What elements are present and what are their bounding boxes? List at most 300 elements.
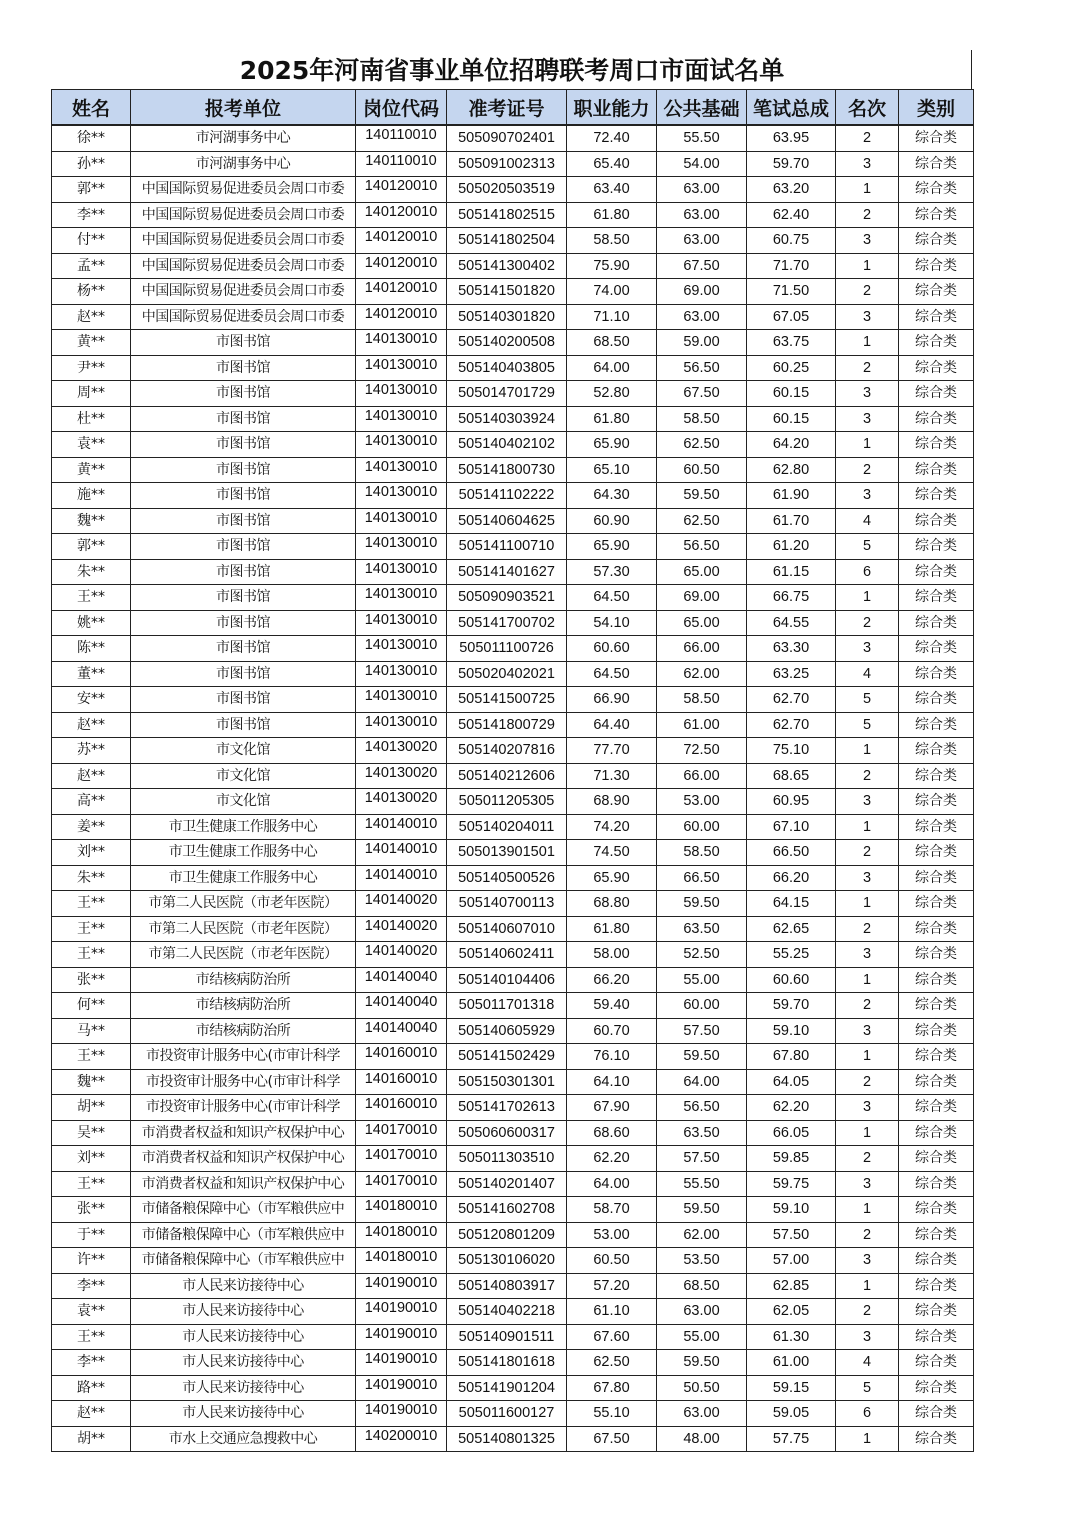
cell-position-code: 140190010 — [356, 1401, 447, 1427]
cell-aptitude-score: 60.90 — [567, 508, 657, 534]
cell-basic-score: 65.00 — [657, 610, 747, 636]
cell-rank: 1 — [836, 1426, 899, 1452]
cell-unit: 市图书馆 — [131, 381, 356, 407]
cell-position-code: 140190010 — [356, 1350, 447, 1376]
cell-exam-number: 505013901501 — [447, 840, 567, 866]
cell-total-score: 63.25 — [747, 661, 836, 687]
table-row — [52, 151, 974, 177]
table-row — [52, 1146, 974, 1172]
cell-total-score: 62.70 — [747, 687, 836, 713]
table-row — [52, 814, 974, 840]
cell-aptitude-score: 74.00 — [567, 279, 657, 305]
cell-total-score: 66.50 — [747, 840, 836, 866]
cell-category: 综合类 — [899, 585, 974, 611]
cell-basic-score: 60.00 — [657, 814, 747, 840]
cell-exam-number: 505140901511 — [447, 1324, 567, 1350]
cell-aptitude-score: 67.80 — [567, 1375, 657, 1401]
cell-name: 魏** — [52, 1069, 131, 1095]
cell-position-code: 140140020 — [356, 891, 447, 917]
cell-name: 刘** — [52, 840, 131, 866]
cell-unit: 市人民来访接待中心 — [131, 1324, 356, 1350]
cell-aptitude-score: 64.50 — [567, 585, 657, 611]
cell-basic-score: 69.00 — [657, 279, 747, 305]
cell-aptitude-score: 74.50 — [567, 840, 657, 866]
table-row — [52, 381, 974, 407]
cell-category: 综合类 — [899, 712, 974, 738]
table-row — [52, 1426, 974, 1452]
cell-unit: 市储备粮保障中心（市军粮供应中 — [131, 1222, 356, 1248]
cell-unit: 市人民来访接待中心 — [131, 1273, 356, 1299]
table-row — [52, 1095, 974, 1121]
cell-exam-number: 505140403805 — [447, 355, 567, 381]
cell-category: 综合类 — [899, 1120, 974, 1146]
cell-aptitude-score: 58.00 — [567, 942, 657, 968]
cell-rank: 1 — [836, 1197, 899, 1223]
cell-total-score: 62.40 — [747, 202, 836, 228]
table-row — [52, 636, 974, 662]
cell-exam-number: 505011303510 — [447, 1146, 567, 1172]
cell-position-code: 140130010 — [356, 610, 447, 636]
cell-exam-number: 505140607010 — [447, 916, 567, 942]
cell-exam-number: 505140803917 — [447, 1273, 567, 1299]
cell-rank: 3 — [836, 1018, 899, 1044]
cell-exam-number: 505140207816 — [447, 738, 567, 764]
cell-exam-number: 505020503519 — [447, 177, 567, 203]
cell-unit: 市图书馆 — [131, 330, 356, 356]
cell-unit: 市图书馆 — [131, 534, 356, 560]
table-row — [52, 355, 974, 381]
table-row — [52, 661, 974, 687]
cell-exam-number: 505130106020 — [447, 1248, 567, 1274]
table-row — [52, 865, 974, 891]
table-row — [52, 1044, 974, 1070]
cell-aptitude-score: 67.50 — [567, 1426, 657, 1452]
cell-position-code: 140130010 — [356, 406, 447, 432]
cell-name: 付** — [52, 228, 131, 254]
cell-exam-number: 505090903521 — [447, 585, 567, 611]
cell-unit: 市图书馆 — [131, 432, 356, 458]
cell-category: 综合类 — [899, 1375, 974, 1401]
cell-rank: 2 — [836, 1069, 899, 1095]
cell-exam-number: 505141100710 — [447, 534, 567, 560]
cell-basic-score: 62.50 — [657, 508, 747, 534]
cell-aptitude-score: 66.90 — [567, 687, 657, 713]
cell-rank: 2 — [836, 763, 899, 789]
cell-exam-number: 505014701729 — [447, 381, 567, 407]
cell-name: 李** — [52, 1350, 131, 1376]
cell-position-code: 140190010 — [356, 1375, 447, 1401]
cell-basic-score: 63.00 — [657, 1401, 747, 1427]
cell-aptitude-score: 65.90 — [567, 432, 657, 458]
cell-total-score: 59.10 — [747, 1018, 836, 1044]
cell-category: 综合类 — [899, 1018, 974, 1044]
header-basic-score: 公共基础 — [657, 90, 747, 126]
table-row — [52, 432, 974, 458]
cell-position-code: 140130010 — [356, 661, 447, 687]
table-row — [52, 840, 974, 866]
cell-rank: 1 — [836, 891, 899, 917]
cell-category: 综合类 — [899, 763, 974, 789]
cell-rank: 3 — [836, 636, 899, 662]
cell-basic-score: 63.00 — [657, 202, 747, 228]
cell-position-code: 140140040 — [356, 967, 447, 993]
cell-unit: 市图书馆 — [131, 712, 356, 738]
cell-unit: 市图书馆 — [131, 508, 356, 534]
cell-category: 综合类 — [899, 1273, 974, 1299]
cell-exam-number: 505140500526 — [447, 865, 567, 891]
cell-position-code: 140130010 — [356, 381, 447, 407]
cell-position-code: 140160010 — [356, 1069, 447, 1095]
cell-exam-number: 505011600127 — [447, 1401, 567, 1427]
cell-unit: 中国国际贸易促进委员会周口市委 — [131, 177, 356, 203]
cell-rank: 1 — [836, 967, 899, 993]
cell-exam-number: 505141502429 — [447, 1044, 567, 1070]
header-total-score: 笔试总成 — [747, 90, 836, 126]
cell-total-score: 67.10 — [747, 814, 836, 840]
table-row — [52, 1401, 974, 1427]
cell-exam-number: 505140212606 — [447, 763, 567, 789]
cell-aptitude-score: 68.60 — [567, 1120, 657, 1146]
cell-position-code: 140130010 — [356, 330, 447, 356]
table-row — [52, 483, 974, 509]
cell-rank: 2 — [836, 125, 899, 151]
cell-unit: 市第二人民医院（市老年医院） — [131, 942, 356, 968]
cell-position-code: 140120010 — [356, 177, 447, 203]
cell-name: 王** — [52, 585, 131, 611]
cell-name: 孙** — [52, 151, 131, 177]
cell-exam-number: 505141800730 — [447, 457, 567, 483]
cell-name: 胡** — [52, 1426, 131, 1452]
cell-rank: 3 — [836, 151, 899, 177]
cell-basic-score: 50.50 — [657, 1375, 747, 1401]
cell-category: 综合类 — [899, 508, 974, 534]
cell-position-code: 140140010 — [356, 840, 447, 866]
cell-position-code: 140140040 — [356, 1018, 447, 1044]
cell-name: 朱** — [52, 559, 131, 585]
cell-rank: 2 — [836, 1146, 899, 1172]
table-row — [52, 712, 974, 738]
cell-name: 赵** — [52, 304, 131, 330]
cell-basic-score: 63.50 — [657, 1120, 747, 1146]
cell-aptitude-score: 75.90 — [567, 253, 657, 279]
table-row — [52, 1299, 974, 1325]
cell-name: 杜** — [52, 406, 131, 432]
table-row — [52, 457, 974, 483]
cell-exam-number: 505141300402 — [447, 253, 567, 279]
cell-name: 张** — [52, 1197, 131, 1223]
cell-category: 综合类 — [899, 483, 974, 509]
cell-position-code: 140130010 — [356, 534, 447, 560]
cell-exam-number: 505141901204 — [447, 1375, 567, 1401]
cell-rank: 4 — [836, 508, 899, 534]
table-row — [52, 585, 974, 611]
table-row — [52, 1324, 974, 1350]
table-row — [52, 967, 974, 993]
cell-rank: 5 — [836, 687, 899, 713]
cell-exam-number: 505140605929 — [447, 1018, 567, 1044]
cell-total-score: 62.80 — [747, 457, 836, 483]
cell-basic-score: 55.00 — [657, 967, 747, 993]
cell-unit: 中国国际贸易促进委员会周口市委 — [131, 202, 356, 228]
table-row — [52, 559, 974, 585]
cell-exam-number: 505140604625 — [447, 508, 567, 534]
cell-name: 于** — [52, 1222, 131, 1248]
cell-rank: 1 — [836, 1120, 899, 1146]
cell-basic-score: 59.50 — [657, 1350, 747, 1376]
cell-exam-number: 505140200508 — [447, 330, 567, 356]
cell-basic-score: 55.50 — [657, 125, 747, 151]
cell-unit: 市图书馆 — [131, 457, 356, 483]
cell-name: 高** — [52, 789, 131, 815]
cell-position-code: 140130020 — [356, 763, 447, 789]
cell-exam-number: 505150301301 — [447, 1069, 567, 1095]
cell-total-score: 57.00 — [747, 1248, 836, 1274]
table-row — [52, 789, 974, 815]
cell-basic-score: 67.50 — [657, 253, 747, 279]
cell-basic-score: 66.50 — [657, 865, 747, 891]
cell-aptitude-score: 55.10 — [567, 1401, 657, 1427]
cell-rank: 3 — [836, 304, 899, 330]
cell-category: 综合类 — [899, 1299, 974, 1325]
cell-aptitude-score: 72.40 — [567, 125, 657, 151]
cell-name: 徐** — [52, 125, 131, 151]
cell-unit: 市河湖事务中心 — [131, 151, 356, 177]
cell-aptitude-score: 76.10 — [567, 1044, 657, 1070]
cell-exam-number: 505141602708 — [447, 1197, 567, 1223]
cell-rank: 3 — [836, 789, 899, 815]
cell-name: 安** — [52, 687, 131, 713]
table-row — [52, 253, 974, 279]
cell-category: 综合类 — [899, 202, 974, 228]
cell-category: 综合类 — [899, 1044, 974, 1070]
cell-basic-score: 72.50 — [657, 738, 747, 764]
cell-rank: 1 — [836, 253, 899, 279]
table-row — [52, 1069, 974, 1095]
cell-category: 综合类 — [899, 1095, 974, 1121]
cell-category: 综合类 — [899, 1248, 974, 1274]
cell-position-code: 140130010 — [356, 585, 447, 611]
cell-category: 综合类 — [899, 559, 974, 585]
cell-aptitude-score: 68.80 — [567, 891, 657, 917]
cell-position-code: 140190010 — [356, 1273, 447, 1299]
table-row — [52, 916, 974, 942]
cell-total-score: 62.20 — [747, 1095, 836, 1121]
cell-category: 综合类 — [899, 738, 974, 764]
cell-name: 路** — [52, 1375, 131, 1401]
table-row — [52, 1248, 974, 1274]
cell-position-code: 140130010 — [356, 636, 447, 662]
cell-rank: 2 — [836, 840, 899, 866]
cell-rank: 1 — [836, 432, 899, 458]
header-rank: 名次 — [836, 90, 899, 126]
cell-total-score: 60.15 — [747, 406, 836, 432]
cell-name: 王** — [52, 1044, 131, 1070]
cell-aptitude-score: 58.70 — [567, 1197, 657, 1223]
table-row — [52, 1171, 974, 1197]
cell-total-score: 64.20 — [747, 432, 836, 458]
cell-basic-score: 58.50 — [657, 687, 747, 713]
cell-unit: 市人民来访接待中心 — [131, 1375, 356, 1401]
cell-exam-number: 505140204011 — [447, 814, 567, 840]
cell-name: 姚** — [52, 610, 131, 636]
cell-category: 综合类 — [899, 228, 974, 254]
cell-name: 王** — [52, 1171, 131, 1197]
cell-total-score: 59.85 — [747, 1146, 836, 1172]
cell-basic-score: 56.50 — [657, 534, 747, 560]
cell-total-score: 60.60 — [747, 967, 836, 993]
cell-position-code: 140110010 — [356, 151, 447, 177]
cell-name: 王** — [52, 1324, 131, 1350]
cell-name: 马** — [52, 1018, 131, 1044]
cell-basic-score: 59.50 — [657, 891, 747, 917]
cell-unit: 市人民来访接待中心 — [131, 1350, 356, 1376]
cell-aptitude-score: 77.70 — [567, 738, 657, 764]
cell-unit: 市图书馆 — [131, 636, 356, 662]
cell-basic-score: 58.50 — [657, 840, 747, 866]
cell-unit: 市图书馆 — [131, 661, 356, 687]
cell-position-code: 140110010 — [356, 125, 447, 151]
cell-aptitude-score: 65.10 — [567, 457, 657, 483]
cell-position-code: 140130010 — [356, 508, 447, 534]
cell-position-code: 140130020 — [356, 738, 447, 764]
cell-category: 综合类 — [899, 432, 974, 458]
cell-name: 魏** — [52, 508, 131, 534]
cell-name: 孟** — [52, 253, 131, 279]
cell-basic-score: 48.00 — [657, 1426, 747, 1452]
cell-position-code: 140120010 — [356, 253, 447, 279]
cell-total-score: 62.70 — [747, 712, 836, 738]
cell-rank: 6 — [836, 1401, 899, 1427]
cell-name: 郭** — [52, 534, 131, 560]
cell-category: 综合类 — [899, 406, 974, 432]
cell-aptitude-score: 61.80 — [567, 202, 657, 228]
cell-total-score: 60.75 — [747, 228, 836, 254]
cell-unit: 市图书馆 — [131, 687, 356, 713]
cell-total-score: 63.75 — [747, 330, 836, 356]
cell-unit: 市图书馆 — [131, 610, 356, 636]
cell-total-score: 68.65 — [747, 763, 836, 789]
cell-unit: 市图书馆 — [131, 406, 356, 432]
cell-aptitude-score: 65.90 — [567, 865, 657, 891]
cell-unit: 中国国际贸易促进委员会周口市委 — [131, 279, 356, 305]
header-category: 类别 — [899, 90, 974, 126]
table-row — [52, 610, 974, 636]
cell-exam-number: 505141501820 — [447, 279, 567, 305]
cell-total-score: 59.10 — [747, 1197, 836, 1223]
cell-total-score: 61.15 — [747, 559, 836, 585]
cell-rank: 4 — [836, 661, 899, 687]
cell-position-code: 140180010 — [356, 1222, 447, 1248]
cell-basic-score: 55.50 — [657, 1171, 747, 1197]
cell-position-code: 140130010 — [356, 457, 447, 483]
cell-aptitude-score: 58.50 — [567, 228, 657, 254]
cell-position-code: 140140020 — [356, 916, 447, 942]
cell-basic-score: 60.50 — [657, 457, 747, 483]
cell-name: 刘** — [52, 1146, 131, 1172]
cell-position-code: 140130010 — [356, 687, 447, 713]
cell-category: 综合类 — [899, 789, 974, 815]
table-row — [52, 1273, 974, 1299]
cell-aptitude-score: 52.80 — [567, 381, 657, 407]
cell-aptitude-score: 54.10 — [567, 610, 657, 636]
cell-basic-score: 62.50 — [657, 432, 747, 458]
header-position-code: 岗位代码 — [356, 90, 447, 126]
cell-basic-score: 56.50 — [657, 355, 747, 381]
cell-basic-score: 62.00 — [657, 1222, 747, 1248]
cell-aptitude-score: 57.30 — [567, 559, 657, 585]
cell-basic-score: 67.50 — [657, 381, 747, 407]
cell-exam-number: 505141702613 — [447, 1095, 567, 1121]
table-row — [52, 942, 974, 968]
cell-category: 综合类 — [899, 125, 974, 151]
cell-unit: 市河湖事务中心 — [131, 125, 356, 151]
cell-unit: 市投资审计服务中心(市审计科学 — [131, 1069, 356, 1095]
cell-category: 综合类 — [899, 1171, 974, 1197]
cell-aptitude-score: 64.10 — [567, 1069, 657, 1095]
cell-category: 综合类 — [899, 304, 974, 330]
cell-position-code: 140120010 — [356, 304, 447, 330]
cell-basic-score: 64.00 — [657, 1069, 747, 1095]
cell-category: 综合类 — [899, 151, 974, 177]
cell-basic-score: 59.50 — [657, 1044, 747, 1070]
cell-unit: 市文化馆 — [131, 789, 356, 815]
cell-aptitude-score: 64.00 — [567, 1171, 657, 1197]
cell-category: 综合类 — [899, 814, 974, 840]
cell-category: 综合类 — [899, 1350, 974, 1376]
cell-aptitude-score: 62.20 — [567, 1146, 657, 1172]
table-header-row — [52, 90, 974, 126]
cell-exam-number: 505141102222 — [447, 483, 567, 509]
table-row — [52, 508, 974, 534]
cell-total-score: 61.90 — [747, 483, 836, 509]
cell-rank: 2 — [836, 610, 899, 636]
cell-total-score: 66.20 — [747, 865, 836, 891]
cell-position-code: 140120010 — [356, 202, 447, 228]
cell-unit: 市卫生健康工作服务中心 — [131, 840, 356, 866]
cell-rank: 3 — [836, 942, 899, 968]
cell-category: 综合类 — [899, 1222, 974, 1248]
cell-category: 综合类 — [899, 1324, 974, 1350]
header-unit: 报考单位 — [131, 90, 356, 126]
cell-unit: 市结核病防治所 — [131, 993, 356, 1019]
cell-name: 吴** — [52, 1120, 131, 1146]
table-row — [52, 1197, 974, 1223]
cell-unit: 市图书馆 — [131, 483, 356, 509]
table-row — [52, 1222, 974, 1248]
cell-category: 综合类 — [899, 381, 974, 407]
cell-unit: 市人民来访接待中心 — [131, 1401, 356, 1427]
cell-position-code: 140130010 — [356, 355, 447, 381]
cell-category: 综合类 — [899, 916, 974, 942]
cell-rank: 3 — [836, 228, 899, 254]
cell-aptitude-score: 57.20 — [567, 1273, 657, 1299]
cell-exam-number: 505141800729 — [447, 712, 567, 738]
cell-exam-number: 505011100726 — [447, 636, 567, 662]
cell-aptitude-score: 68.90 — [567, 789, 657, 815]
cell-aptitude-score: 67.60 — [567, 1324, 657, 1350]
cell-name: 张** — [52, 967, 131, 993]
cell-rank: 2 — [836, 202, 899, 228]
cell-rank: 1 — [836, 330, 899, 356]
cell-name: 赵** — [52, 763, 131, 789]
cell-total-score: 63.95 — [747, 125, 836, 151]
cell-category: 综合类 — [899, 253, 974, 279]
table-row — [52, 738, 974, 764]
cell-name: 周** — [52, 381, 131, 407]
cell-rank: 1 — [836, 585, 899, 611]
cell-total-score: 63.30 — [747, 636, 836, 662]
table-row — [52, 1375, 974, 1401]
